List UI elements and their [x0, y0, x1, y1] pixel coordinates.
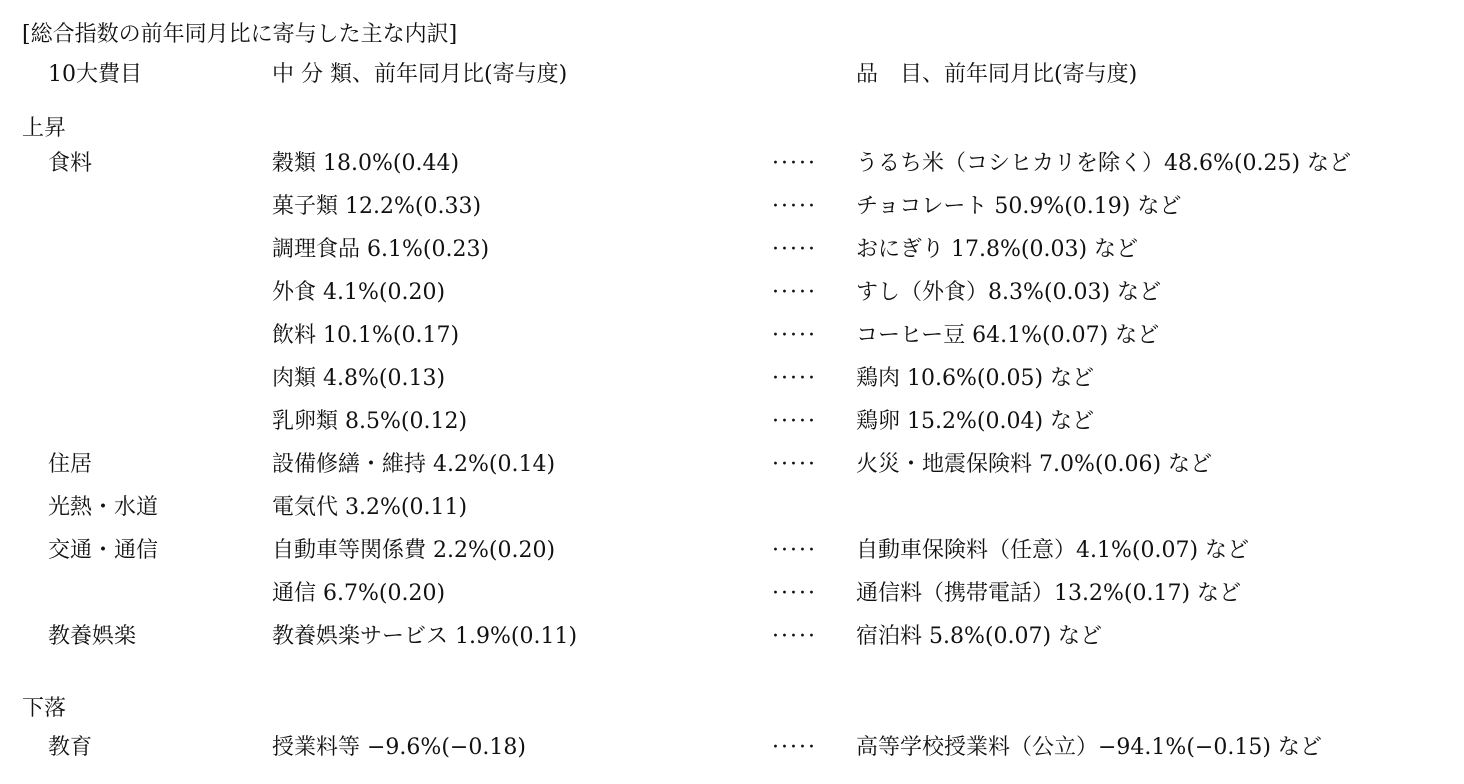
leader-dots: ·····	[772, 581, 817, 606]
section-label-fall: 下落	[22, 696, 67, 721]
table-row	[0, 325, 1464, 368]
major-category-cell: 教育	[48, 735, 93, 760]
mid-category-cell: 外食 4.1%(0.20)	[272, 280, 446, 305]
header-major-category: 10大費目	[48, 62, 142, 87]
table-row	[0, 454, 1464, 497]
leader-dots: ·····	[772, 194, 817, 219]
item-cell: 鶏肉 10.6%(0.05) など	[856, 366, 1095, 391]
table-row	[0, 540, 1464, 583]
major-category-cell: 住居	[48, 452, 93, 477]
mid-category-cell: 電気代 3.2%(0.11)	[272, 495, 468, 520]
leader-dots: ·····	[772, 323, 817, 348]
table-row	[0, 497, 1464, 540]
table-row	[0, 626, 1464, 669]
leader-dots: ·····	[772, 624, 817, 649]
table-row	[0, 583, 1464, 626]
mid-category-cell: 調理食品 6.1%(0.23)	[272, 237, 490, 262]
leader-dots: ·····	[772, 452, 817, 477]
item-cell: 宿泊料 5.8%(0.07) など	[856, 624, 1103, 649]
item-cell: 高等学校授業料（公立）−94.1%(−0.15) など	[856, 735, 1322, 760]
table-row	[0, 411, 1464, 454]
leader-dots: ·····	[772, 237, 817, 262]
leader-dots: ·····	[772, 735, 817, 760]
mid-category-cell: 乳卵類 8.5%(0.12)	[272, 409, 468, 434]
item-cell: すし（外食）8.3%(0.03) など	[856, 280, 1162, 305]
mid-category-cell: 設備修繕・維持 4.2%(0.14)	[272, 452, 556, 477]
mid-category-cell: 教養娯楽サービス 1.9%(0.11)	[272, 624, 578, 649]
document-title: [総合指数の前年同月比に寄与した主な内訳]	[22, 22, 458, 47]
leader-dots: ·····	[772, 409, 817, 434]
table-row	[0, 737, 1464, 780]
leader-dots: ·····	[772, 151, 817, 176]
major-category-cell: 食料	[48, 151, 93, 176]
major-category-cell: 教養娯楽	[48, 624, 137, 649]
header-item: 品 目、前年同月比(寄与度)	[856, 62, 1138, 87]
item-cell: チョコレート 50.9%(0.19) など	[856, 194, 1182, 219]
item-cell: 鶏卵 15.2%(0.04) など	[856, 409, 1095, 434]
mid-category-cell: 肉類 4.8%(0.13)	[272, 366, 446, 391]
mid-category-cell: 穀類 18.0%(0.44)	[272, 151, 460, 176]
major-category-cell: 交通・通信	[48, 538, 159, 563]
item-cell: コーヒー豆 64.1%(0.07) など	[856, 323, 1160, 348]
item-cell: 自動車保険料（任意）4.1%(0.07) など	[856, 538, 1250, 563]
item-cell: おにぎり 17.8%(0.03) など	[856, 237, 1139, 262]
mid-category-cell: 通信 6.7%(0.20)	[272, 581, 446, 606]
mid-category-cell: 自動車等関係費 2.2%(0.20)	[272, 538, 556, 563]
item-cell: うるち米（コシヒカリを除く）48.6%(0.25) など	[856, 151, 1352, 176]
leader-dots: ·····	[772, 366, 817, 391]
mid-category-cell: 菓子類 12.2%(0.33)	[272, 194, 482, 219]
table-row	[0, 368, 1464, 411]
table-row	[0, 239, 1464, 282]
major-category-cell: 光熱・水道	[48, 495, 159, 520]
leader-dots: ·····	[772, 280, 817, 305]
table-row	[0, 153, 1464, 196]
item-cell: 通信料（携帯電話）13.2%(0.17) など	[856, 581, 1242, 606]
mid-category-cell: 授業料等 −9.6%(−0.18)	[272, 735, 526, 760]
header-mid-category: 中 分 類、前年同月比(寄与度)	[272, 62, 568, 87]
leader-dots: ·····	[772, 538, 817, 563]
section-label-rise: 上昇	[22, 116, 67, 141]
mid-category-cell: 飲料 10.1%(0.17)	[272, 323, 460, 348]
table-row	[0, 196, 1464, 239]
item-cell: 火災・地震保険料 7.0%(0.06) など	[856, 452, 1213, 477]
table-row	[0, 282, 1464, 325]
